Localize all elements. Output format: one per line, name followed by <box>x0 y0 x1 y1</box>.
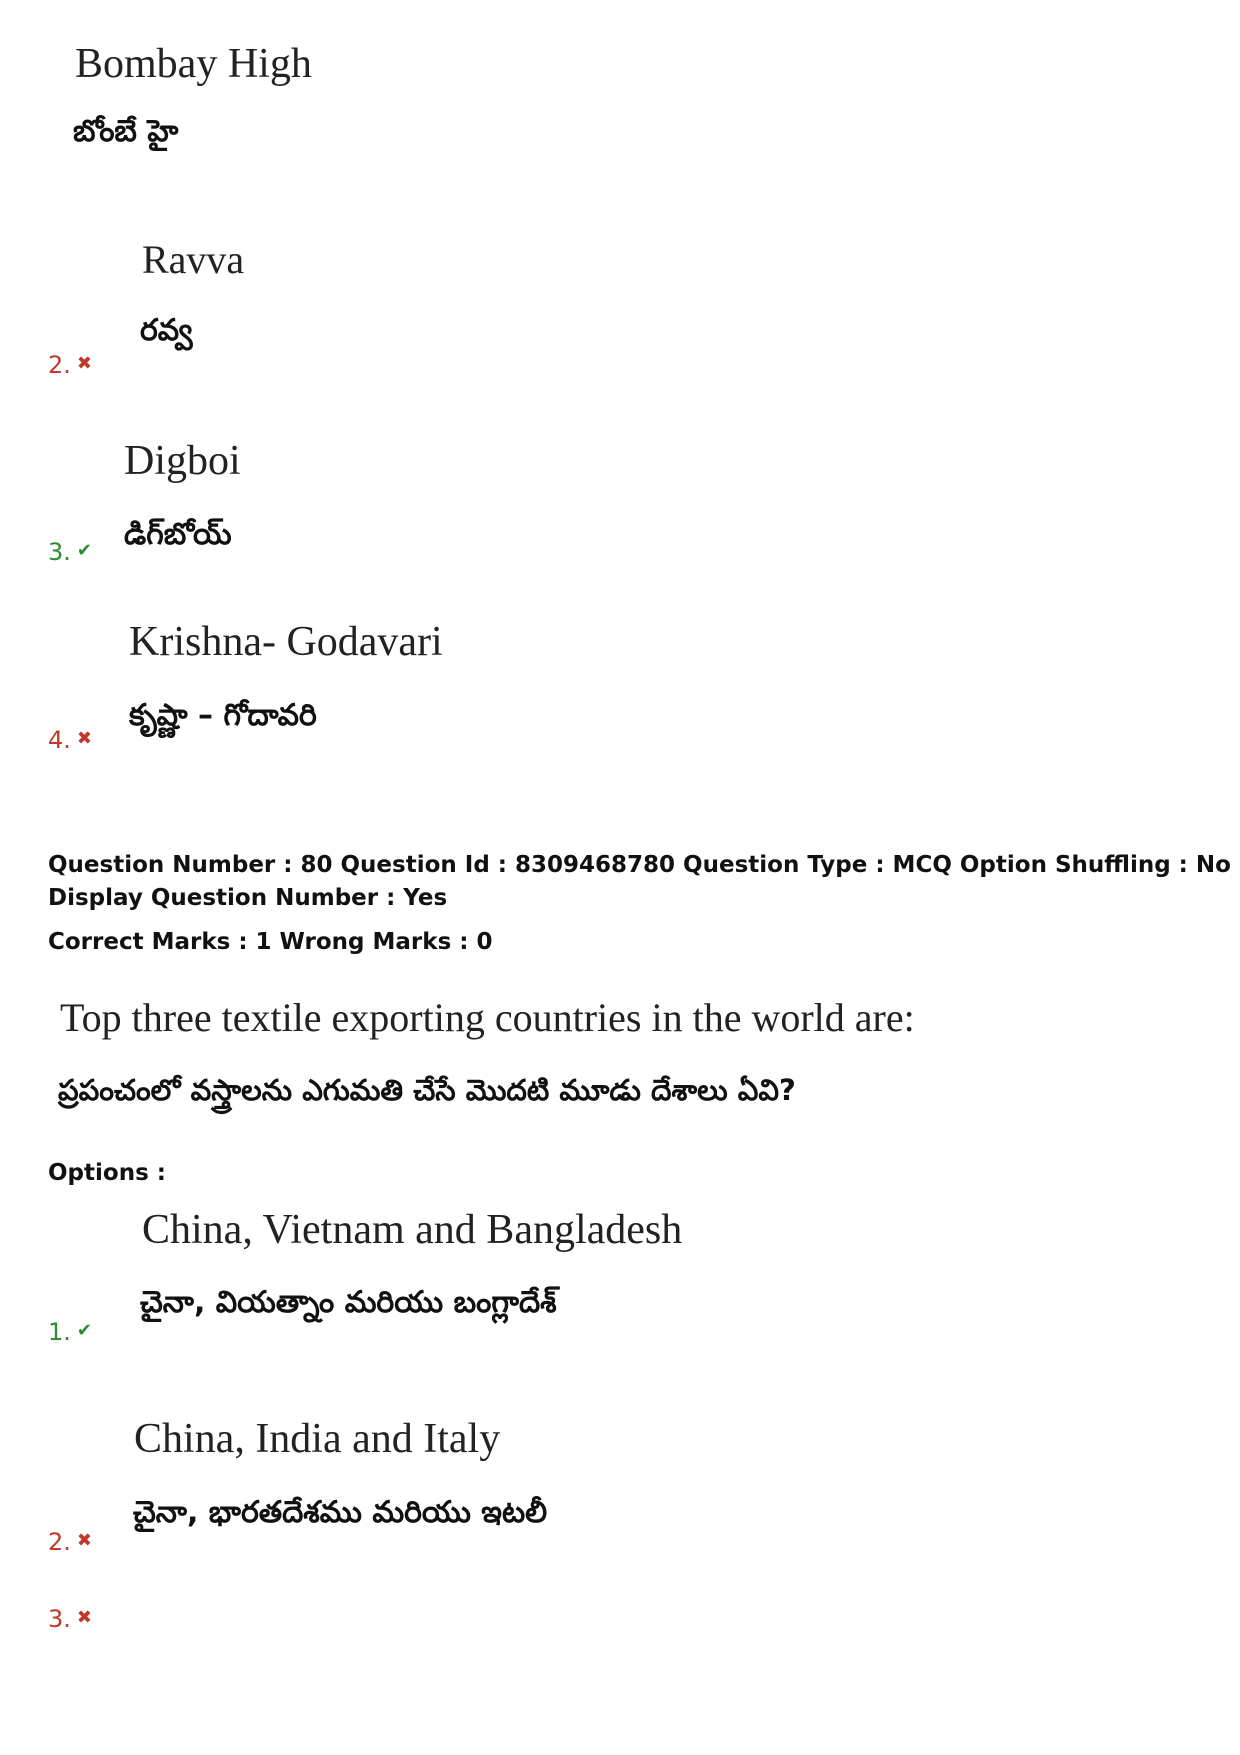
option-number-label: 2. <box>48 1528 71 1556</box>
option-text-te: బోంబే హై <box>73 114 179 149</box>
option-text-en: Digboi <box>124 438 241 484</box>
option-number-label: 4. <box>48 726 71 754</box>
option-number <box>48 351 92 379</box>
cross-mark-icon: ✖ <box>76 728 92 749</box>
option-text-en: Krishna- Godavari <box>129 619 443 665</box>
option-number-label: 3. <box>48 538 71 566</box>
option-text-te: డిగ్‌బోయ్ <box>124 517 232 552</box>
option-number <box>48 726 92 754</box>
question-meta-line: Question Number : 80 Question Id : 8309468780 Question Type : MCQ Option Shuffling : No <box>48 852 1231 878</box>
cross-mark-icon: ✖ <box>76 1530 92 1551</box>
check-mark-icon: ✔ <box>76 540 92 561</box>
option-text-en: Ravva <box>142 237 245 282</box>
cross-mark-icon: ✖ <box>76 1607 92 1628</box>
question-text-en: Top three textile exporting countries in the world are: <box>60 995 915 1040</box>
option-text-en: China, Vietnam and Bangladesh <box>142 1207 683 1253</box>
option-number <box>48 1605 92 1633</box>
option-text-en: Bombay High <box>75 41 312 87</box>
question-text-te: ప్రపంచంలో వస్త్రాలను ఎగుమతి చేసే మొదటి మూడు దేశాలు ఏవి? <box>58 1073 796 1107</box>
option-text-te: రవ్వ <box>140 313 193 348</box>
option-number-label: 2. <box>48 351 71 379</box>
options-label: Options : <box>48 1160 166 1186</box>
check-mark-icon: ✔ <box>76 1320 92 1341</box>
question-meta-line: Display Question Number : Yes <box>48 885 448 911</box>
cross-mark-icon: ✖ <box>76 353 92 374</box>
option-number-label: 3. <box>48 1605 71 1633</box>
option-number-label: 1. <box>48 1318 71 1346</box>
option-number <box>48 538 92 566</box>
option-text-te: చైనా, భారతదేశము మరియు ఇటలీ <box>133 1495 548 1530</box>
option-number <box>48 1318 92 1346</box>
question-marks-line: Correct Marks : 1 Wrong Marks : 0 <box>48 929 493 955</box>
option-text-en: China, India and Italy <box>134 1416 501 1462</box>
option-text-te: కృష్ణా – గోదావరి <box>129 698 317 733</box>
option-number <box>48 1528 92 1556</box>
option-text-te: చైనా, వియత్నాం మరియు బంగ్లాదేశ్ <box>140 1285 557 1320</box>
